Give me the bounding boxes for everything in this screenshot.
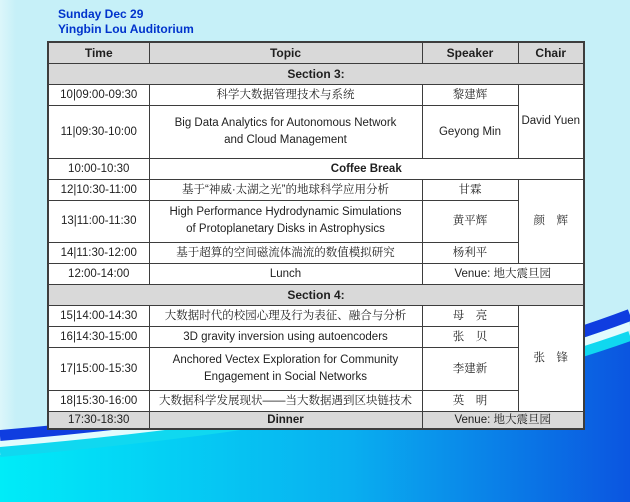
talk14-speaker: 杨利平 xyxy=(422,242,518,263)
talk18-topic: 大数据科学发展现状——当大数据遇到区块链技术 xyxy=(149,390,422,411)
chair-section3-late: 颜 辉 xyxy=(518,179,584,263)
talk13-speaker: 黄平辉 xyxy=(422,200,518,242)
talk17-topic-line1: Anchored Vectex Exploration for Community xyxy=(172,353,399,366)
talk15-time: 15|14:00-14:30 xyxy=(48,305,149,326)
talk-row-10 xyxy=(48,84,584,105)
coffee-label: Coffee Break xyxy=(149,158,584,179)
talk-row-13 xyxy=(48,200,584,242)
dinner-label: Dinner xyxy=(149,411,422,429)
coffee-time: 10:00-10:30 xyxy=(48,158,149,179)
chair-section3-morning: David Yuen xyxy=(518,84,584,158)
lunch-venue: Venue: 地大震旦园 xyxy=(422,263,584,284)
talk13-topic-line1: High Performance Hydrodynamic Simulations xyxy=(169,206,402,218)
section4-row xyxy=(48,284,584,305)
talk15-speaker: 母 亮 xyxy=(422,305,518,326)
chair-section4: 张 锋 xyxy=(518,305,584,411)
talk11-speaker: Geyong Min xyxy=(422,105,518,158)
col-header-time: Time xyxy=(48,42,149,63)
talk12-speaker: 甘霖 xyxy=(422,179,518,200)
talk13-topic xyxy=(149,200,422,242)
talk12-topic: 基于“神威·太湖之光”的地球科学应用分析 xyxy=(149,179,422,200)
talk12-time: 12|10:30-11:00 xyxy=(48,179,149,200)
title-date: Sunday Dec 29 xyxy=(58,7,144,21)
header-row xyxy=(48,42,584,63)
talk-row-14 xyxy=(48,242,584,263)
talk10-time: 10|09:00-09:30 xyxy=(48,84,149,105)
section3-label: Section 3: xyxy=(48,63,584,84)
talk16-speaker: 张 贝 xyxy=(422,326,518,347)
lunch-label: Lunch xyxy=(149,263,422,284)
section3-row xyxy=(48,63,584,84)
section4-label: Section 4: xyxy=(48,284,584,305)
dinner-row xyxy=(48,411,584,429)
lunch-row xyxy=(48,263,584,284)
slide-title xyxy=(58,7,194,37)
talk17-speaker: 李建新 xyxy=(422,347,518,390)
lunch-time: 12:00-14:00 xyxy=(48,263,149,284)
talk16-topic: 3D gravity inversion using autoencoders xyxy=(149,326,422,347)
talk11-time: 11|09:30-10:00 xyxy=(48,105,149,158)
talk10-topic: 科学大数据管理技术与系统 xyxy=(149,84,422,105)
col-header-chair: Chair xyxy=(518,42,584,63)
talk16-time: 16|14:30-15:00 xyxy=(48,326,149,347)
col-header-speaker: Speaker xyxy=(422,42,518,63)
dinner-venue: Venue: 地大震旦园 xyxy=(422,411,584,429)
schedule-table xyxy=(47,41,585,430)
talk18-speaker: 英 明 xyxy=(422,390,518,411)
talk-row-11 xyxy=(48,105,584,158)
col-header-topic: Topic xyxy=(149,42,422,63)
talk-row-18 xyxy=(48,390,584,411)
talk-row-17 xyxy=(48,347,584,390)
talk11-topic-line1: Big Data Analytics for Autonomous Network xyxy=(174,116,397,129)
talk11-topic xyxy=(149,105,422,158)
talk10-speaker: 黎建辉 xyxy=(422,84,518,105)
talk17-time: 17|15:00-15:30 xyxy=(48,347,149,390)
dinner-time: 17:30-18:30 xyxy=(48,411,149,429)
talk17-topic-line2: Engagement in Social Networks xyxy=(204,370,367,383)
talk15-topic: 大数据时代的校园心理及行为表征、融合与分析 xyxy=(149,305,422,326)
coffee-break-row xyxy=(48,158,584,179)
talk13-topic-line2: of Protoplanetary Disks in Astrophysics xyxy=(186,223,385,235)
talk18-time: 18|15:30-16:00 xyxy=(48,390,149,411)
talk14-time: 14|11:30-12:00 xyxy=(48,242,149,263)
talk-row-15 xyxy=(48,305,584,326)
talk13-time: 13|11:00-11:30 xyxy=(48,200,149,242)
talk-row-16 xyxy=(48,326,584,347)
talk14-topic: 基于超算的空间磁流体湍流的数值模拟研究 xyxy=(149,242,422,263)
talk11-topic-line2: and Cloud Management xyxy=(224,133,347,146)
title-venue: Yingbin Lou Auditorium xyxy=(58,22,194,36)
talk-row-12 xyxy=(48,179,584,200)
talk17-topic xyxy=(149,347,422,390)
